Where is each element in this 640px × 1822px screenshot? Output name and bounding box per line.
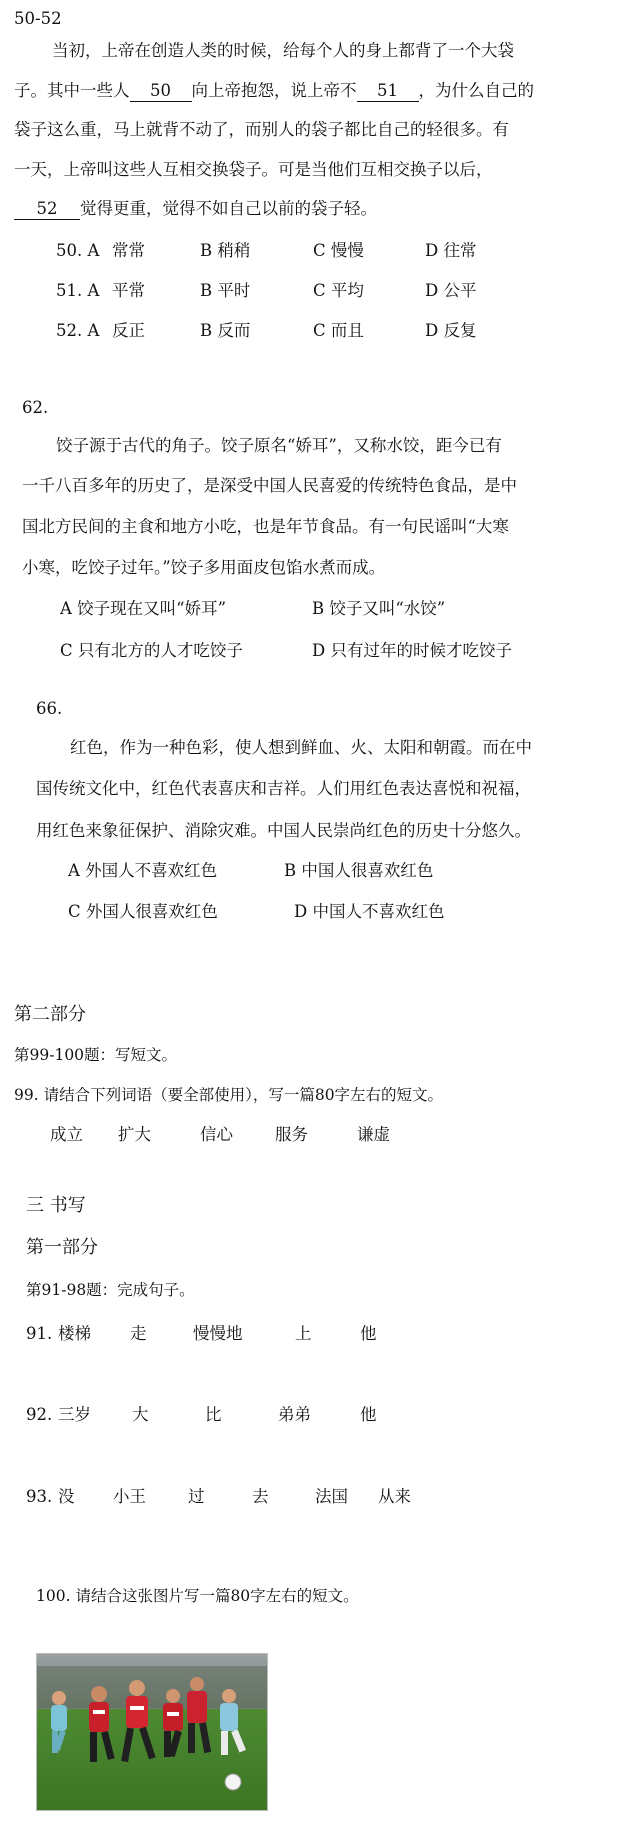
q66-option-b: B 中国人很喜欢红色 [284,861,434,880]
q91-word: 走 [130,1324,147,1343]
q91-word: 楼梯 [58,1324,91,1343]
passage-line: 袋子这么重，马上就背不动了，而别人的袋子都比自己的轻很多。有 [14,120,509,139]
q100-prompt: 100. 请结合这张图片写一篇80字左右的短文。 [36,1587,359,1605]
blank-50: 50 [130,81,192,102]
blank-51: 51 [357,81,419,102]
q92-word: 大 [132,1405,149,1424]
q50-option-c: C 慢慢 [313,241,364,260]
q51-option-c: C 平均 [313,281,364,300]
q51-option-b: B 平时 [200,281,251,300]
q52-option-c: C 而且 [313,321,364,340]
passage-line: 红色，作为一种色彩，使人想到鲜血、火、太阳和朝霞。而在中 [70,738,532,757]
q50-option-a: 常常 [112,241,145,260]
q91-word: 慢慢地 [193,1324,243,1343]
passage-line: 国传统文化中，红色代表喜庆和吉祥。人们用红色表达喜悦和祝福， [36,779,531,798]
q51-number: 51. A [56,281,100,300]
q91-word: 他 [360,1324,377,1343]
q93-number: 93. [26,1487,53,1506]
football-photo [36,1653,268,1811]
q99-word: 服务 [275,1125,308,1144]
q66-option-c: C 外国人很喜欢红色 [68,902,218,921]
q99-prompt: 99. 请结合下列词语（要全部使用），写一篇80字左右的短文。 [14,1086,444,1104]
q52-option-d: D 反复 [425,321,477,340]
q93-word: 过 [188,1487,205,1506]
q50-option-b: B 稍稍 [200,241,251,260]
q93-word: 去 [252,1487,269,1506]
q66-option-d: D 中国人不喜欢红色 [294,902,445,921]
q91-number: 91. [26,1324,53,1343]
q51-option-a: 平常 [112,281,145,300]
q93-word: 没 [58,1487,75,1506]
passage-line: 一天，上帝叫这些人互相交换袋子。可是当他们互相交换子以后， [14,160,493,179]
q92-word: 比 [205,1405,222,1424]
q62-option-a: A 饺子现在又叫“娇耳” [60,599,227,618]
q99-word: 成立 [50,1125,83,1144]
passage-line-with-blank: 52 觉得更重，觉得不如自己以前的袋子轻。 [14,198,377,220]
q52-option-b: B 反而 [200,321,251,340]
q92-word: 三岁 [58,1405,91,1424]
writing-section-title: 三 书写 [26,1195,86,1216]
q92-word: 他 [360,1405,377,1424]
passage-line: 当初，上帝在创造人类的时候，给每个人的身上都背了一个大袋 [52,41,514,60]
q91-word: 上 [295,1324,312,1343]
section-label-62: 62. [22,398,49,417]
q62-option-d: D 只有过年的时候才吃饺子 [312,641,512,660]
q51-option-d: D 公平 [425,281,477,300]
passage-line-with-blanks: 子。其中一些人 50 向上帝抱怨，说上帝不 51 ，为什么自己的 [14,81,534,100]
q93-word: 小王 [113,1487,146,1506]
writing-part1-title: 第一部分 [26,1237,98,1258]
passage-line: 用红色来象征保护、消除灾难。中国人民崇尚红色的历史十分悠久。 [36,821,531,840]
q62-option-c: C 只有北方的人才吃饺子 [60,641,243,660]
q62-option-b: B 饺子又叫“水饺” [312,599,446,618]
writing-instruction: 第91-98题：完成句子。 [26,1281,195,1299]
q93-word: 从来 [378,1487,411,1506]
q92-word: 弟弟 [278,1405,311,1424]
q92-number: 92. [26,1405,53,1424]
passage-line: 一千八百多年的历史了，是深受中国人民喜爱的传统特色食品，是中 [22,476,517,495]
part2-title: 第二部分 [14,1004,86,1025]
passage-line: 国北方民间的主食和地方小吃，也是年节食品。有一句民谣叫“大寒 [22,517,509,536]
q52-number: 52. A [56,321,100,340]
q66-option-a: A 外国人不喜欢红色 [68,861,218,880]
section-label-66: 66. [36,699,63,718]
q50-option-d: D 往常 [425,241,477,260]
part2-instruction: 第99-100题：写短文。 [14,1046,178,1064]
q99-word: 扩大 [118,1125,151,1144]
blank-52: 52 [14,199,80,220]
passage-line: 小寒，吃饺子过年。”饺子多用面皮包馅水煮而成。 [22,558,386,577]
section-label-50-52: 50-52 [14,9,62,28]
q99-word: 谦虚 [357,1125,390,1144]
passage-line: 饺子源于古代的角子。饺子原名“娇耳”，又称水饺，距今已有 [56,436,502,455]
q93-word: 法国 [315,1487,348,1506]
q99-word: 信心 [200,1125,233,1144]
q50-number: 50. A [56,241,100,260]
q52-option-a: 反正 [112,321,145,340]
